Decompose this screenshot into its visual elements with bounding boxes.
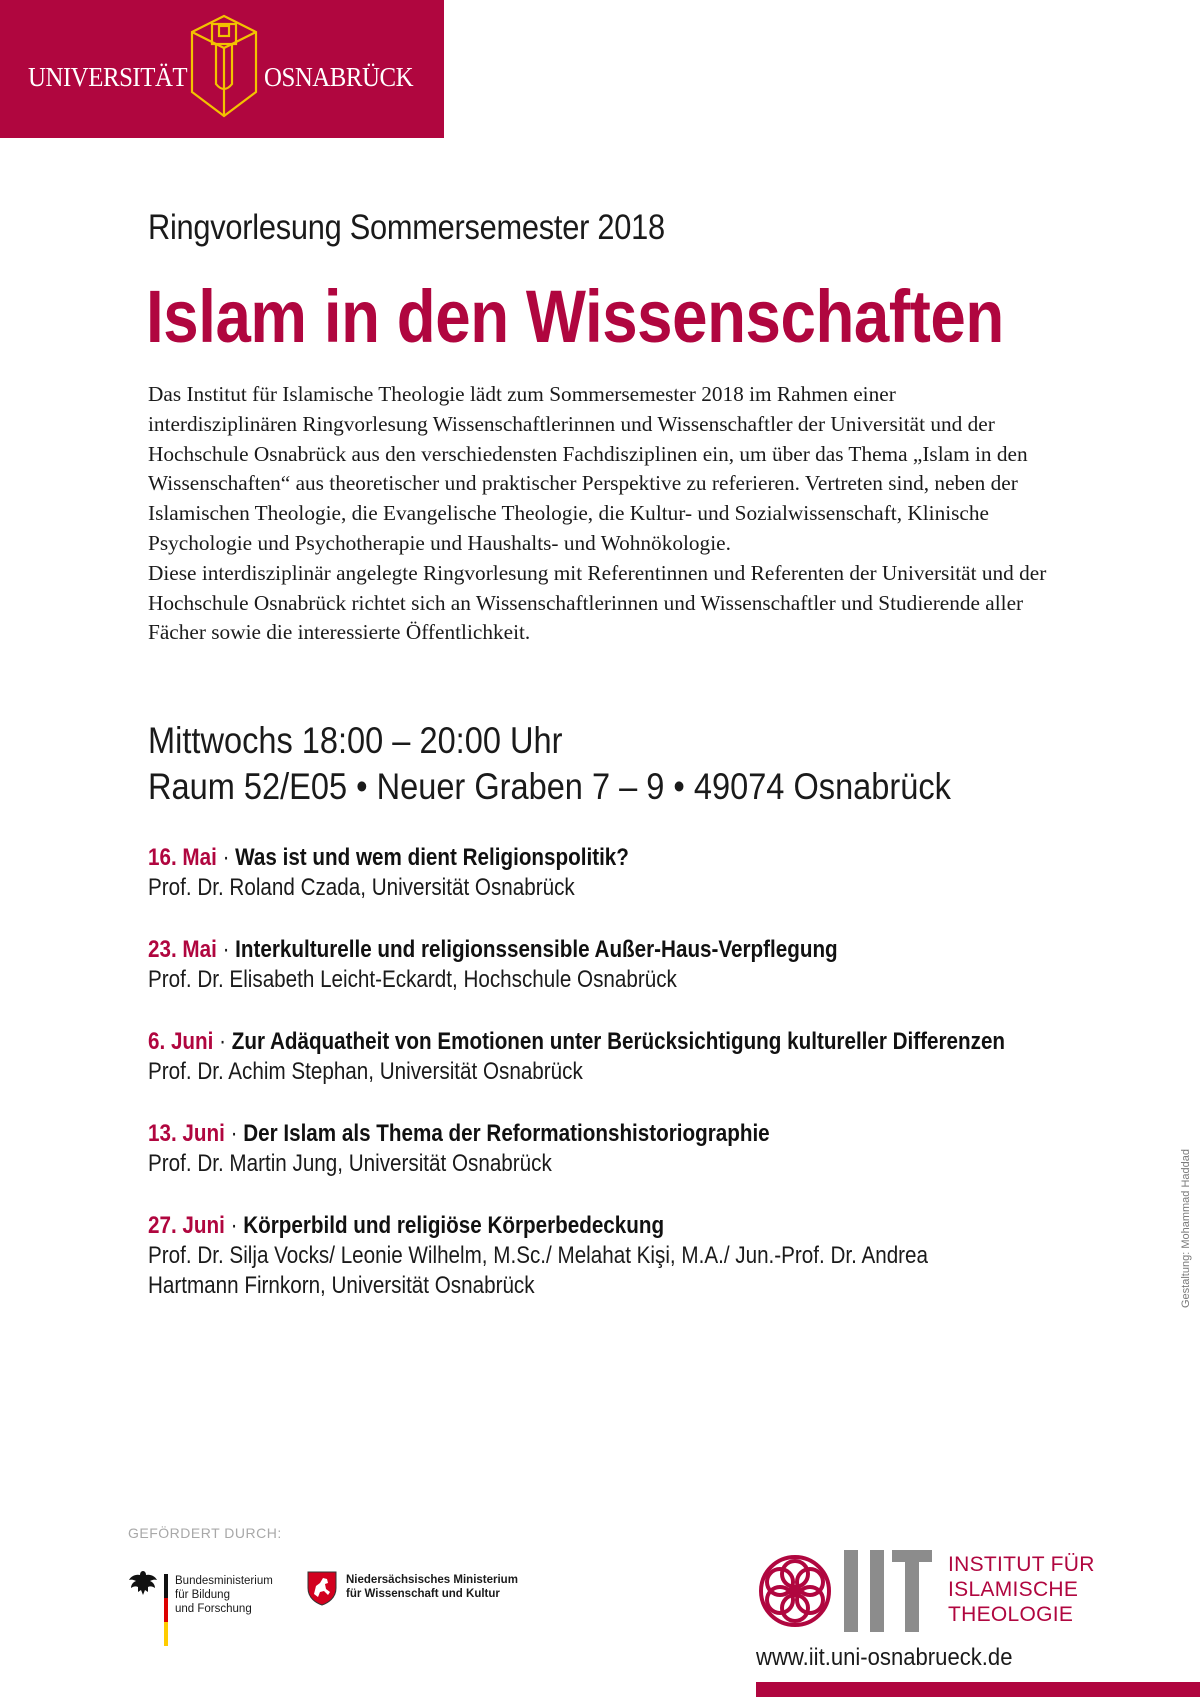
iit-name-line: ISLAMISCHE (948, 1578, 1079, 1601)
lecture-speaker: Prof. Dr. Martin Jung, Universität Osnabrück (148, 1150, 552, 1177)
iit-name-line: THEOLOGIE (948, 1603, 1074, 1626)
nds-ministry-name (346, 1573, 518, 1601)
university-logo (0, 0, 444, 138)
bmbf-name-line: und Forschung (175, 1603, 252, 1615)
logo-word-universitaet: UNIVERSITÄT (28, 62, 188, 92)
schedule-time: Mittwochs 18:00 – 20:00 Uhr (148, 720, 563, 761)
lecture-list (148, 843, 1148, 1333)
lecture-date: 6. Juni (148, 1028, 214, 1055)
lecture-speaker: Prof. Dr. Roland Czada, Universität Osnabrück (148, 874, 575, 901)
bmbf-logo (128, 1570, 288, 1650)
nds-ministry-logo (306, 1570, 546, 1610)
design-credit-text: Gestaltung: Mohammad Haddad (1180, 1149, 1192, 1308)
university-emblem-icon (184, 14, 264, 118)
lecture-title: Interkulturelle und religionssensible Außer-Haus-Verpflegung (235, 936, 838, 963)
lecture-separator: · (224, 1120, 244, 1147)
lecture-item (148, 935, 1148, 995)
intro-paragraph-2: Diese interdisziplinär angelegte Ringvorlesung mit Referentinnen und Referenten der Universität und der Hochschule Osnabrück richtet sich an Wissenschaftlerinnen und Wissenschaftler und Studierende aller Fächer sowie die interessierte Öffentlichkeit. (148, 560, 1047, 645)
funding-label: GEFÖRDERT DURCH: (128, 1525, 282, 1541)
bmbf-name (175, 1574, 273, 1616)
nds-name-line: für Wissenschaft und Kultur (346, 1588, 500, 1600)
lecture-date: 13. Juni (148, 1120, 225, 1147)
nds-name-line: Niedersächsisches Ministerium (346, 1574, 518, 1586)
german-flag-stripe (164, 1574, 168, 1646)
iit-letters-icon (842, 1550, 932, 1632)
lecture-title: Körperbild und religiöse Körperbedeckung (243, 1212, 665, 1239)
intro-text (148, 380, 1048, 648)
bottom-accent-bar (756, 1682, 1200, 1697)
lecture-speaker: Prof. Dr. Elisabeth Leicht-Eckardt, Hochschule Osnabrück (148, 966, 677, 993)
bmbf-name-line: Bundesministerium (175, 1575, 273, 1587)
lecture-separator: · (216, 936, 236, 963)
lecture-separator: · (213, 1028, 232, 1055)
bmbf-name-line: für Bildung (175, 1589, 230, 1601)
page-title: Islam in den Wissenschaften (146, 275, 1004, 358)
iit-logo (756, 1550, 1096, 1634)
lecture-speaker: Prof. Dr. Achim Stephan, Universität Osnabrück (148, 1058, 583, 1085)
event-subtitle: Ringvorlesung Sommersemester 2018 (148, 208, 665, 247)
lecture-item (148, 1211, 1148, 1301)
iit-rosette-icon (756, 1552, 834, 1630)
lecture-speaker-continued: Hartmann Firnkorn, Universität Osnabrück (148, 1272, 535, 1299)
lecture-date: 16. Mai (148, 844, 217, 871)
iit-name (948, 1552, 1095, 1627)
schedule-info (148, 718, 951, 810)
intro-paragraph-1: Das Institut für Islamische Theologie lädt zum Sommersemester 2018 im Rahmen einer interdisziplinären Ringvorlesung Wissenschaftlerinnen und Wissenschaftler der Universität und der Hochschule Osnabrück aus den verschiedensten Fachdisziplinen ein, um über das Thema „Islam in den Wissenschaften“ aus theoretischer und praktischer Perspektive zu referieren. Vertreten sind, neben der Islamischen Theologie, die Evangelische Theologie, die Kultur- und Sozialwissenschaft, Klinische Psychologie und Psychotherapie und Haushalts- und Wohnökologie. (148, 382, 1028, 555)
lecture-item (148, 1027, 1148, 1087)
lecture-title: Der Islam als Thema der Reformationshistoriographie (243, 1120, 770, 1147)
federal-eagle-icon (128, 1570, 158, 1596)
schedule-location: Raum 52/E05 • Neuer Graben 7 – 9 • 49074 Osnabrück (148, 766, 951, 807)
logo-word-osnabrueck: OSNABRÜCK (264, 62, 414, 92)
lower-saxony-horse-icon (306, 1570, 338, 1606)
lecture-separator: · (216, 844, 236, 871)
lecture-item (148, 1119, 1148, 1179)
lecture-title: Was ist und wem dient Religionspolitik? (235, 844, 629, 871)
lecture-item (148, 843, 1148, 903)
iit-website-link[interactable]: www.iit.uni-osnabrueck.de (756, 1644, 1013, 1671)
lecture-separator: · (224, 1212, 244, 1239)
lecture-date: 27. Juni (148, 1212, 225, 1239)
iit-name-line: INSTITUT FÜR (948, 1553, 1095, 1576)
lecture-date: 23. Mai (148, 936, 217, 963)
lecture-title: Zur Adäquatheit von Emotionen unter Berücksichtigung kultureller Differenzen (231, 1028, 1006, 1055)
design-credit (1180, 1149, 1194, 1478)
lecture-speaker: Prof. Dr. Silja Vocks/ Leonie Wilhelm, M.Sc./ Melahat Kişi, M.A./ Jun.-Prof. Dr. Andrea (148, 1242, 929, 1269)
